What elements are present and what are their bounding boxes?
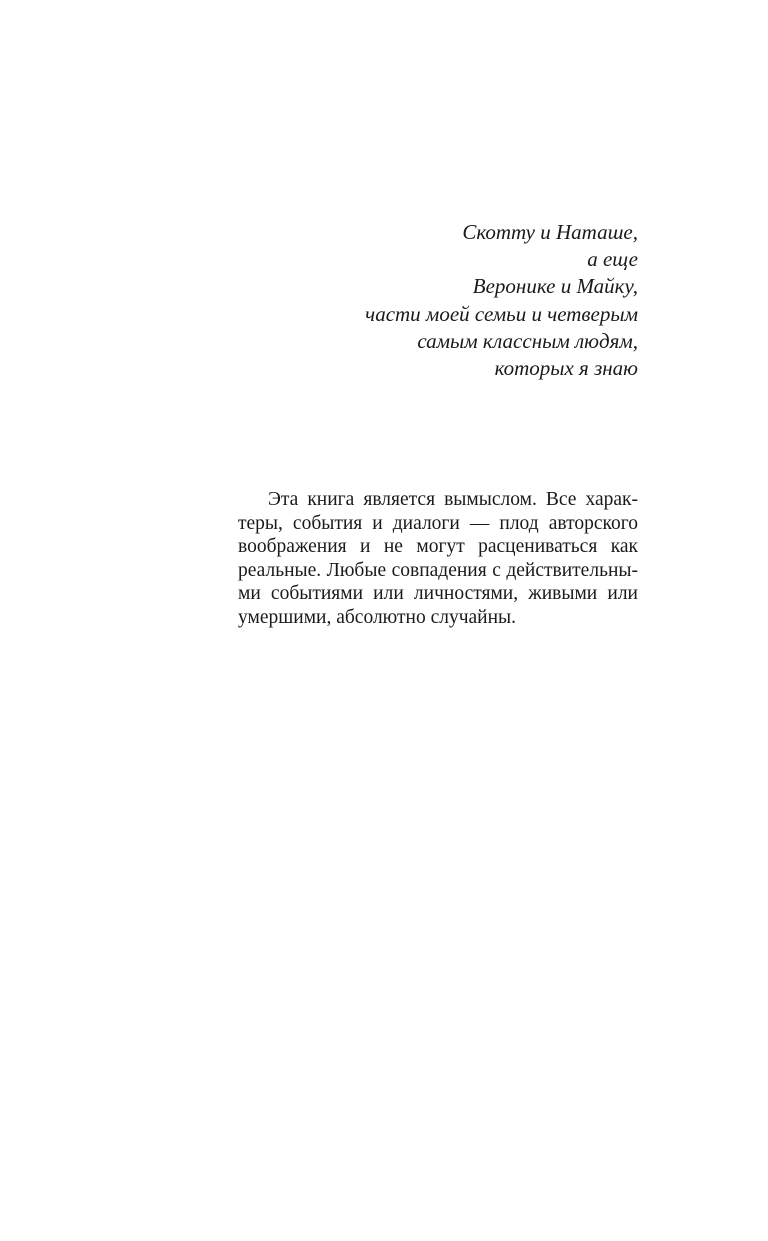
- disclaimer-line: ми событиями или личностями, живыми или: [238, 583, 638, 604]
- dedication-line: а еще: [587, 247, 638, 272]
- dedication-line: которых я знаю: [494, 356, 638, 381]
- dedication-line: части моей семьи и четверым: [365, 301, 638, 326]
- disclaimer-line: умершими, абсолютно случайны.: [238, 606, 517, 628]
- dedication: [218, 219, 638, 382]
- disclaimer-line: теры, события и диалоги — плод авторского: [238, 512, 638, 534]
- dedication-line: самым классным людям,: [417, 328, 638, 353]
- disclaimer-paragraph: [238, 488, 638, 629]
- disclaimer-line: воображения и не могут расцениваться как: [238, 536, 638, 557]
- disclaimer-line: реальные. Любые совпадения с действительны-: [238, 559, 638, 581]
- disclaimer-line: Эта книга является вымыслом. Все харак-: [268, 489, 638, 510]
- dedication-line: Скотту и Наташе,: [462, 220, 638, 244]
- dedication-line: Веронике и Майку,: [472, 274, 638, 299]
